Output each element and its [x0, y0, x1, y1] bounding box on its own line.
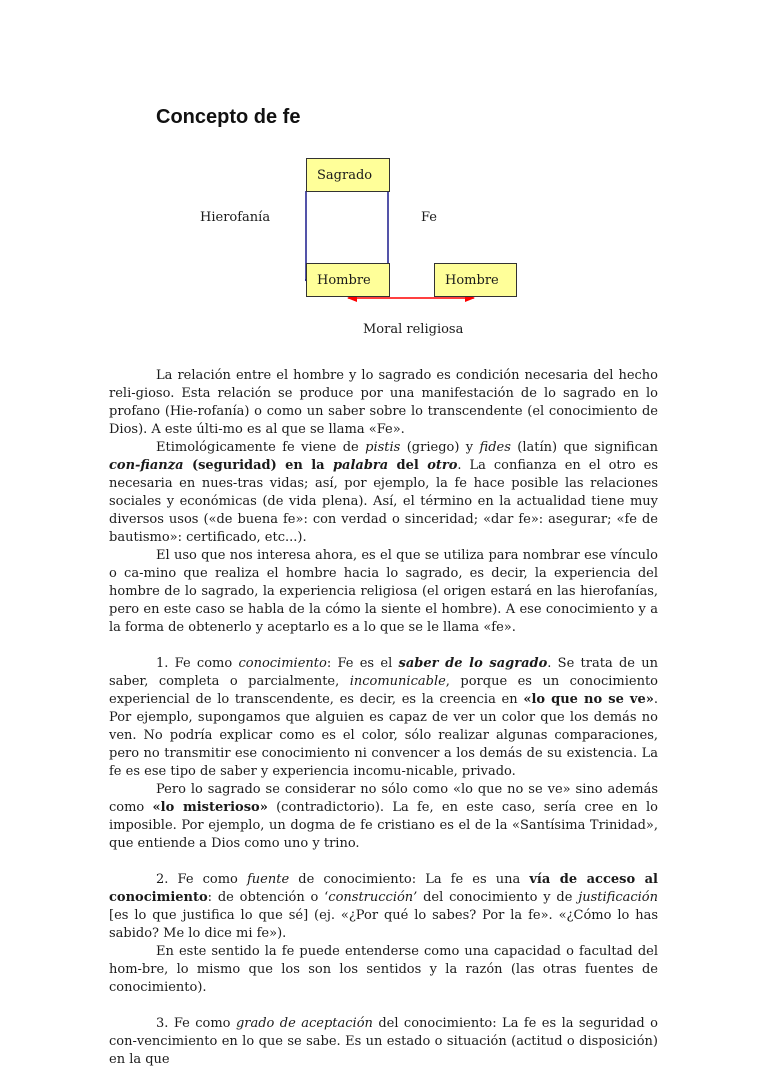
paragraph-3: El uso que nos interesa ahora, es el que se utiliza para nombrar ese vínculo o ca-mino que realiza el hombre hacia lo sagrado, es decir, la experiencia del hombre de lo sagrado, la experiencia religiosa (el origen estará en las hierofanías, pero en este caso se habla de la cómo la siente el hombre). A ese conocimiento y a la forma de obtenerlo y aceptarlo es a lo que se le llama «fe». [109, 548, 658, 635]
box-hombre-right: Hombre [434, 263, 517, 297]
paragraph-fe-conocimiento: 1. Fe como conocimiento: Fe es el saber de lo sagrado. Se trata de un saber, completa o parcialmente, incomunicable, porque es un conocimiento experiencial de lo transcendente, es decir, es la creencia en «lo que no se ve». Por ejemplo, supongamos que alguien es capaz de ver un color que los demás no ven. No podría explicar como es el color, sólo realizar algunas comparaciones, pero no transmitir ese conocimiento ni convencer a los demás de su existencia. La fe es ese tipo de saber y experiencia incomu-nicable, privado. [109, 656, 659, 779]
box-sagrado: Sagrado [306, 158, 390, 192]
label-hierofania: Hierofanía [200, 210, 271, 225]
paragraph-misterioso: Pero lo sagrado se considerar no sólo como «lo que no se ve» sino además como «lo misterioso» (contradictorio). La fe, en este caso, sería cree en lo imposible. Por ejemplo, un dogma de fe cristiano es el de la «Santísima Trinidad», que entiende a Dios como uno y trino. [109, 782, 659, 851]
box-hombre-left: Hombre [306, 263, 390, 297]
paragraph-fe-grado: 3. Fe como grado de aceptación del conocimiento: La fe es la seguridad o con-vencimiento en lo que se sabe. Es un estado o situación (actitud o disposición) en la que [109, 1016, 658, 1067]
paragraph-1: La relación entre el hombre y lo sagrado es condición necesaria del hecho reli-gioso. Esta relación se produce por una manifestación de lo sagrado en lo profano (Hie-rofanía) o como un saber sobre lo transcendente (el conocimiento de Dios). A este últi-mo es al que se llama «Fe». [109, 368, 658, 437]
body-text [109, 367, 658, 1069]
paragraph-2: Etimológicamente fe viene de pistis (griego) y fides (latín) que significan con-fianza (seguridad) en la palabra del otro. La confianza en el otro es necesaria en nues-tras vidas; así, por ejemplo, la fe hace posible las relaciones sociales y económicas (de vida plena). Así, el término en la actualidad tiene muy diversos usos («de buena fe»: con verdad o sinceridad; «dar fe»: asegurar; «fe de bautismo»: certificado, etc...). [109, 440, 658, 545]
label-fe: Fe [421, 210, 438, 225]
label-moral-religiosa: Moral religiosa [363, 322, 464, 337]
paragraph-facultad: En este sentido la fe puede entenderse como una capacidad o facultad del hom-bre, lo mismo que los son los sentidos y la razón (las otras fuentes de conocimiento). [109, 944, 658, 995]
page-title: Concepto de fe [156, 106, 301, 128]
faith-diagram [0, 0, 768, 360]
paragraph-fe-fuente: 2. Fe como fuente de conocimiento: La fe es una vía de acceso al conocimiento: de obtención o ‘construcción’ del conocimiento y de justificación [es lo que justifica lo que sé] (ej. «¿Por qué lo sabes? Por la fe». «¿Cómo lo has sabido? Me lo dice mi fe»). [109, 872, 658, 941]
